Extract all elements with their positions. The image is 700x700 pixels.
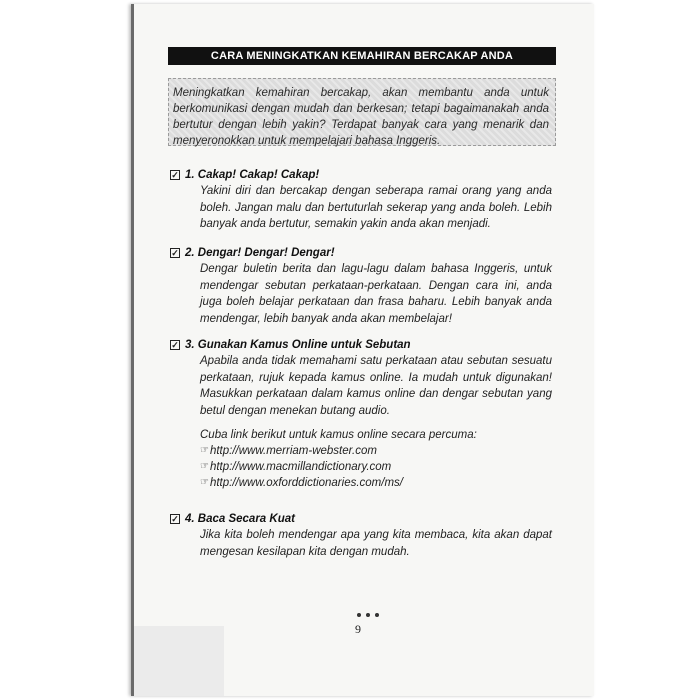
pointing-hand-icon: ☞ bbox=[200, 461, 209, 472]
link-text[interactable]: http://www.oxforddictionaries.com/ms/ bbox=[209, 477, 403, 489]
intro-box: Meningkatkan kemahiran bercakap, akan membantu anda untuk berkomunikasi dengan mudah dan berkesan; tetapi bagaimanakah anda bertutur dengan lebih yakin? Terdapat banyak cara yang menarik dan menyeronokkan untuk mempelajari bahasa Inggeris. bbox=[168, 78, 556, 146]
link-text[interactable]: http://www.merriam-webster.com bbox=[209, 445, 377, 457]
link-row[interactable] bbox=[200, 475, 560, 491]
section-heading-text: 1. Cakap! Cakap! Cakap! bbox=[185, 169, 320, 181]
pointing-hand-icon: ☞ bbox=[200, 445, 209, 456]
section-heading-text: 4. Baca Secara Kuat bbox=[185, 513, 295, 525]
checkbox-tick-icon: ✓ bbox=[171, 169, 179, 180]
section-heading bbox=[170, 511, 560, 527]
checkbox-tick-icon: ✓ bbox=[171, 339, 179, 350]
page-title: CARA MENINGKATKAN KEMAHIRAN BERCAKAP ANDA bbox=[168, 47, 556, 65]
section-body: Dengar buletin berita dan lagu-lagu dalam bahasa Inggeris, untuk mendengar sebutan perkataan-perkataan. Dengan cara ini, anda juga boleh belajar perkataan dan frasa baharu. Lebih banyak anda mendengar, lebih banyak anda akan membelajar! bbox=[200, 263, 552, 325]
links-intro: Cuba link berikut untuk kamus online secara percuma: bbox=[200, 429, 477, 441]
section-body: Jika kita boleh mendengar apa yang kita membaca, kita akan dapat mengesan kesilapan kita dengan mudah. bbox=[200, 529, 552, 558]
section-4 bbox=[170, 511, 560, 560]
dot bbox=[366, 613, 370, 617]
section-2 bbox=[170, 245, 560, 327]
checkbox-tick-icon: ✓ bbox=[171, 247, 179, 258]
dot bbox=[375, 613, 379, 617]
pointing-hand-icon: ☞ bbox=[200, 477, 209, 488]
section-3 bbox=[170, 337, 560, 491]
section-heading bbox=[170, 245, 560, 261]
link-row[interactable] bbox=[200, 459, 560, 475]
checkbox-tick-icon: ✓ bbox=[171, 513, 179, 524]
dot bbox=[357, 613, 361, 617]
section-body: Yakini diri dan bercakap dengan seberapa ramai orang yang anda boleh. Jangan malu dan bertuturlah sekerap yang anda boleh. Lebih banyak anda bertutur, semakin yakin anda akan menjadi. bbox=[200, 185, 552, 230]
section-heading-text: 3. Gunakan Kamus Online untuk Sebutan bbox=[185, 339, 411, 351]
section-body: Apabila anda tidak memahami satu perkataan atau sebutan sesuatu perkataan, rujuk kepada kamus online. Ia mudah untuk digunakan! Masukkan perkataan dalam kamus online dan dengar sebutan yang betul dengan menekan butang audio. bbox=[200, 355, 552, 417]
section-heading-text: 2. Dengar! Dengar! Dengar! bbox=[185, 247, 335, 259]
links-block bbox=[200, 427, 560, 491]
page-number: 9 bbox=[355, 622, 361, 636]
page-shadow bbox=[134, 626, 224, 696]
section-heading bbox=[170, 167, 560, 183]
section-heading bbox=[170, 337, 560, 353]
section-1 bbox=[170, 167, 560, 233]
link-row[interactable] bbox=[200, 443, 560, 459]
decorative-dots bbox=[357, 613, 379, 617]
link-text[interactable]: http://www.macmillandictionary.com bbox=[209, 461, 392, 473]
